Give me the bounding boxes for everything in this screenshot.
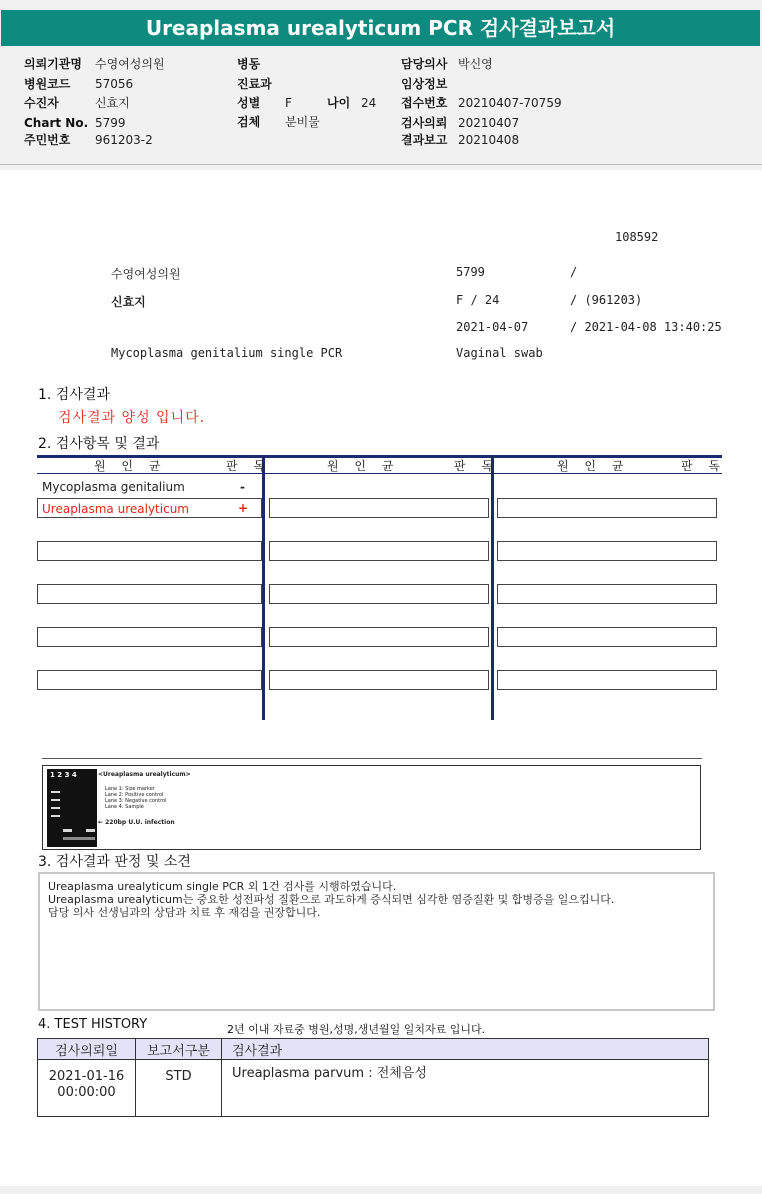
doctor-value: 박신영 (458, 57, 493, 71)
dept-label: 진료과 (237, 77, 272, 91)
report-receive-date: 2021-04-07 (456, 320, 529, 334)
resident-row (24, 133, 153, 148)
section3-title: 3. 검사결과 판정 및 소견 (38, 854, 191, 870)
col-organism-3: 원 인 균 (557, 459, 630, 473)
resident-label: 주민번호 (24, 133, 71, 147)
history-note: 2년 이내 자료중 병원,성명,생년월일 일치자료 입니다. (227, 1023, 486, 1036)
gel-legend-4: Lane 4: Sample (105, 804, 144, 810)
institution-row (24, 57, 165, 72)
resident-value: 961203-2 (95, 133, 153, 147)
history-col-type: 보고서구분 (136, 1039, 222, 1060)
result-box (269, 541, 489, 561)
doctor-label: 담당의사 (401, 57, 448, 71)
col-result-2: 판 독 (454, 459, 499, 473)
request-value: 20210407 (458, 116, 520, 130)
gel-band (51, 791, 60, 793)
specimen-value: 분비물 (285, 115, 320, 129)
doctor-row (401, 57, 493, 72)
hospital-code-row (24, 77, 134, 92)
result-box (37, 584, 262, 604)
result-box (497, 541, 717, 561)
report-sex-age: F / 24 (456, 293, 500, 307)
opinion-line-1: Ureaplasma urealyticum single PCR 외 1건 검사를 시행하였습니다. (48, 880, 397, 893)
report-patient: 신효지 (111, 295, 146, 309)
gel-legend-1: Lane 1: Size marker (105, 786, 155, 792)
patient-value: 신효지 (95, 96, 130, 110)
gel-band (51, 807, 60, 809)
gel-band (63, 837, 95, 840)
sex-age-row (237, 96, 377, 111)
chart-value: 5799 (95, 116, 126, 130)
history-col-date: 검사의뢰일 (38, 1039, 136, 1060)
institution-value: 수영여성의원 (95, 57, 165, 71)
header-divider (0, 164, 762, 165)
report-number: 108592 (615, 230, 659, 244)
report-value: 20210408 (458, 133, 520, 147)
hospital-code-value: 57056 (95, 77, 134, 91)
col-result-3: 판 독 (681, 459, 726, 473)
grid-divider-2 (491, 455, 494, 720)
age-value: 24 (361, 96, 377, 110)
gel-band (51, 799, 60, 801)
result-box (37, 670, 262, 690)
report-slash: / (570, 265, 578, 279)
result-box (37, 541, 262, 561)
section1-title: 1. 검사결과 (38, 387, 110, 403)
history-col-result: 검사결과 (222, 1039, 709, 1060)
gel-electrophoresis-image (47, 769, 97, 847)
opinion-line-2: Ureaplasma urealyticum는 중요한 성전파성 질환으로 과도하게 증식되면 심각한 염증질환 및 합병증을 일으킵니다. (48, 893, 615, 906)
institution-label: 의뢰기관명 (24, 57, 82, 71)
result-row-uu-name: Ureaplasma urealyticum (42, 502, 189, 516)
report-label: 결과보고 (401, 133, 448, 147)
section4-title: 4. TEST HISTORY (38, 1017, 148, 1032)
patient-row (24, 96, 130, 111)
result-box (497, 498, 717, 518)
history-type: STD (136, 1060, 222, 1117)
clinical-row (401, 77, 447, 92)
gel-legend-2: Lane 2: Positive control (105, 792, 164, 798)
sex-label: 성별 (237, 96, 261, 110)
gel-title: <Ureaplasma urealyticum> (98, 771, 191, 778)
report-specimen: Vaginal swab (456, 346, 543, 360)
report-clinic: 수영여성의원 (111, 267, 181, 281)
history-date: 2021-01-16 (48, 1069, 125, 1084)
patient-label: 수진자 (24, 96, 59, 110)
result-box (497, 670, 717, 690)
chart-row (24, 116, 126, 131)
gel-band-label: ← 220bp U.U. infection (98, 819, 175, 826)
col-organism-2: 원 인 균 (327, 459, 400, 473)
result-row-mg-result: - (240, 480, 245, 494)
history-table (37, 1038, 709, 1117)
history-header-row (38, 1039, 709, 1060)
chart-label: Chart No. (24, 116, 89, 130)
opinion-line-3: 담당 의사 선생님과의 상담과 치료 후 재검을 권장합니다. (48, 906, 321, 919)
gel-legend-3: Lane 3: Negative control (105, 798, 167, 804)
history-date-cell (38, 1060, 136, 1117)
request-label: 검사의뢰 (401, 116, 448, 130)
result-box (37, 627, 262, 647)
receipt-value: 20210407-70759 (458, 96, 562, 110)
dept-row (237, 77, 272, 92)
age-label: 나이 (327, 96, 351, 110)
receipt-row (401, 96, 562, 111)
history-time: 00:00:00 (57, 1085, 116, 1100)
receipt-label: 접수번호 (401, 96, 448, 110)
section2-title: 2. 검사항목 및 결과 (38, 436, 160, 452)
ward-row (237, 57, 260, 72)
gel-band (63, 829, 72, 832)
opinion-box (38, 872, 715, 1011)
specimen-row (237, 115, 320, 130)
ward-label: 병동 (237, 57, 261, 71)
specimen-label: 검체 (237, 115, 261, 129)
report-chart: 5799 (456, 265, 485, 279)
gel-lane-numbers: 1 2 3 4 (50, 771, 77, 779)
report-title: Ureaplasma urealyticum PCR 검사결과보고서 (1, 10, 760, 46)
report-birth: / (961203) (570, 293, 643, 307)
table-row (38, 1060, 709, 1117)
report-datetime: / 2021-04-08 13:40:25 (570, 320, 722, 334)
result-box (497, 584, 717, 604)
gel-band (86, 829, 95, 832)
positive-result-message: 검사결과 양성 입니다. (58, 410, 206, 426)
sex-value: F (285, 96, 292, 110)
gel-image-frame (42, 765, 701, 850)
grid-divider-1 (262, 455, 265, 720)
report-row (401, 133, 520, 148)
clinical-label: 임상정보 (401, 77, 448, 91)
result-row-uu-result: + (238, 501, 249, 515)
result-box (269, 498, 489, 518)
gel-band (51, 815, 60, 817)
result-box (497, 627, 717, 647)
hospital-code-label: 병원코드 (24, 77, 71, 91)
result-box (269, 627, 489, 647)
result-box (269, 584, 489, 604)
history-result: Ureaplasma parvum : 전체음성 (222, 1060, 709, 1117)
col-organism-1: 원 인 균 (94, 459, 167, 473)
result-row-mg-name: Mycoplasma genitalium (42, 480, 185, 494)
request-row (401, 116, 520, 131)
gel-divider (42, 758, 702, 759)
col-result-1: 판 독 (226, 459, 271, 473)
result-box (269, 670, 489, 690)
report-test-name: Mycoplasma genitalium single PCR (111, 346, 343, 360)
